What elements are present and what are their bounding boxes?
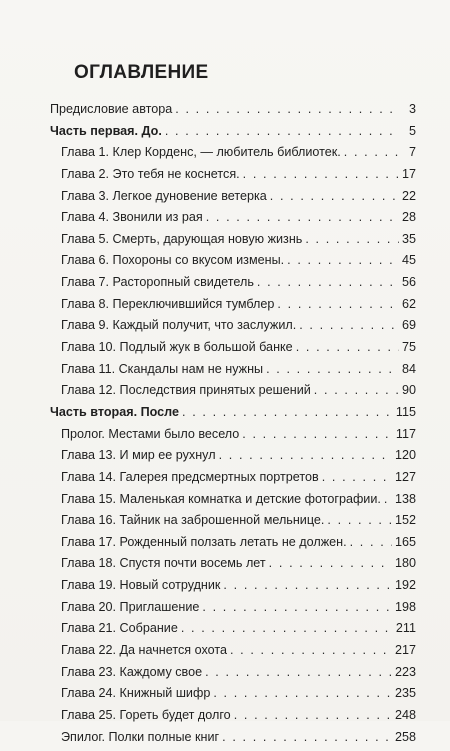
toc-entry-page: 117 (395, 426, 416, 441)
toc-entry (50, 578, 416, 600)
dot-leader (205, 665, 392, 679)
toc-entry (50, 297, 416, 319)
toc-entry (50, 448, 416, 470)
toc-entry-page: 127 (394, 469, 416, 484)
toc-entry-page: 90 (401, 383, 416, 398)
dot-leader (350, 535, 392, 549)
toc-entry (50, 145, 416, 167)
toc-entry-page: 120 (394, 448, 416, 463)
toc-entry (50, 253, 416, 275)
dot-leader (344, 145, 399, 159)
toc-entry-page: 217 (394, 643, 416, 658)
toc-entry (50, 275, 416, 297)
toc-entry-title: Глава 4. Звонили из рая (61, 210, 203, 225)
dot-leader (257, 275, 399, 289)
toc-entry-title: Глава 16. Тайник на заброшенной мельнице. (61, 513, 325, 528)
toc-entry-title: Предисловие автора (50, 102, 173, 116)
toc-entry-title: Глава 20. Приглашение (61, 599, 200, 614)
toc-entry (50, 665, 416, 687)
toc-entry-title: Глава 1. Клер Корденс, — любитель библиотек. (61, 145, 341, 160)
toc-entry-title: Глава 23. Каждому свое (61, 664, 203, 679)
toc-entry (50, 318, 416, 340)
toc-entry-title: Эпилог. Полки полные книг (61, 729, 220, 744)
toc-entry (50, 362, 416, 384)
toc-entry-page: 258 (394, 729, 416, 744)
toc-entry-title: Глава 7. Расторопный свидетель (61, 275, 254, 290)
toc-entry-page: 198 (394, 599, 416, 614)
toc-entry (50, 189, 416, 211)
toc-entry-page: 115 (395, 404, 416, 419)
toc-entry-page: 17 (401, 166, 416, 181)
toc-entry-page: 3 (408, 102, 416, 116)
dot-leader (181, 621, 393, 635)
toc-entry (50, 383, 416, 405)
dot-leader (182, 405, 393, 419)
page-title: ОГЛАВЛЕНИЕ (74, 62, 209, 83)
toc-entry (50, 730, 416, 751)
dot-leader (314, 383, 399, 397)
toc-entry (50, 210, 416, 232)
dot-leader (175, 102, 399, 116)
toc-entry (50, 513, 416, 535)
toc-entry-page: 235 (394, 686, 416, 701)
toc-entry-page: 69 (401, 318, 416, 333)
toc-entry-title: Глава 6. Похороны со вкусом измены. (61, 253, 285, 268)
dot-leader (322, 470, 392, 484)
toc-entry-page: 22 (401, 188, 416, 203)
toc-entry (50, 492, 416, 514)
toc-entry-title: Глава 11. Скандалы нам не нужны (61, 361, 264, 376)
toc-entry (50, 470, 416, 492)
dot-leader (287, 253, 399, 267)
dot-leader (266, 362, 399, 376)
dot-leader (230, 643, 392, 657)
toc-entry (50, 340, 416, 362)
toc-entry-page: 5 (408, 123, 416, 138)
toc-entry (50, 621, 416, 643)
toc-entry-page: 248 (394, 707, 416, 722)
toc-entry-title: Глава 13. И мир ее рухнул (61, 448, 216, 463)
toc-entry (50, 535, 416, 557)
toc-entry-title: Пролог. Местами было весело (61, 426, 240, 441)
dot-leader (269, 556, 392, 570)
toc-entry-page: 192 (394, 578, 416, 593)
toc-entry (50, 167, 416, 189)
toc-entry-title: Глава 2. Это тебя не коснется. (61, 166, 240, 181)
toc-entry-page: 62 (401, 296, 416, 311)
toc-entry-page: 211 (395, 621, 416, 636)
dot-leader (234, 708, 392, 722)
toc-entry-title: Глава 12. Последствия принятых решений (61, 383, 311, 398)
toc-entry-title: Глава 3. Легкое дуновение ветерка (61, 188, 267, 203)
toc-entry-title: Часть вторая. После (50, 404, 179, 419)
dot-leader (305, 232, 399, 246)
toc-entry-title: Глава 22. Да начнется охота (61, 643, 227, 658)
toc-entry-page: 165 (394, 534, 416, 549)
toc-entry-page: 7 (408, 145, 416, 160)
toc-entry-page: 223 (394, 664, 416, 679)
toc-entry-title: Глава 25. Гореть будет долго (61, 707, 231, 722)
toc-entry (50, 102, 416, 124)
toc-entry-page: 35 (401, 231, 416, 246)
dot-leader (299, 318, 399, 332)
toc-part-entry (50, 405, 416, 427)
dot-leader (165, 124, 399, 138)
dot-leader (270, 189, 399, 203)
toc-entry-page: 152 (394, 513, 416, 528)
toc-entry-page: 28 (401, 210, 416, 225)
toc-entry-page: 75 (401, 340, 416, 355)
dot-leader (219, 448, 392, 462)
toc-entry-title: Глава 19. Новый сотрудник (61, 578, 221, 593)
toc-entry (50, 556, 416, 578)
toc-entry (50, 600, 416, 622)
toc-entry (50, 643, 416, 665)
toc-entry-title: Глава 14. Галерея предсмертных портретов (61, 469, 319, 484)
dot-leader (242, 427, 393, 441)
dot-leader (296, 340, 399, 354)
dot-leader (222, 730, 392, 744)
toc-entry-title: Глава 15. Маленькая комнатка и детские фотографии. (61, 491, 381, 506)
toc-entry (50, 708, 416, 730)
toc-entry-title: Глава 18. Спустя почти восемь лет (61, 556, 266, 571)
dot-leader (243, 167, 399, 181)
dot-leader (202, 600, 392, 614)
table-of-contents (50, 102, 416, 751)
toc-entry-title: Глава 8. Переключившийся тумблер (61, 296, 275, 311)
toc-entry-page: 56 (401, 275, 416, 290)
toc-entry-title: Глава 5. Смерть, дарующая новую жизнь (61, 231, 303, 246)
dot-leader (213, 686, 392, 700)
toc-entry-title: Глава 10. Подлый жук в большой банке (61, 340, 293, 355)
toc-entry-title: Глава 21. Собрание (61, 621, 178, 636)
toc-entry-page: 138 (394, 491, 416, 506)
toc-entry-title: Часть первая. До. (50, 123, 162, 138)
toc-entry-page: 180 (394, 556, 416, 571)
toc-entry-title: Глава 9. Каждый получит, что заслужил. (61, 318, 297, 333)
toc-entry-title: Глава 17. Рожденный ползать летать не должен. (61, 534, 347, 549)
toc-entry (50, 232, 416, 254)
toc-entry-title: Глава 24. Книжный шифр (61, 686, 211, 701)
dot-leader (384, 492, 392, 506)
toc-entry (50, 427, 416, 449)
toc-entry (50, 686, 416, 708)
dot-leader (327, 513, 392, 527)
toc-part-entry (50, 124, 416, 146)
dot-leader (223, 578, 392, 592)
toc-entry-page: 45 (401, 253, 416, 268)
toc-entry-page: 84 (401, 361, 416, 376)
dot-leader (206, 210, 399, 224)
dot-leader (277, 297, 399, 311)
